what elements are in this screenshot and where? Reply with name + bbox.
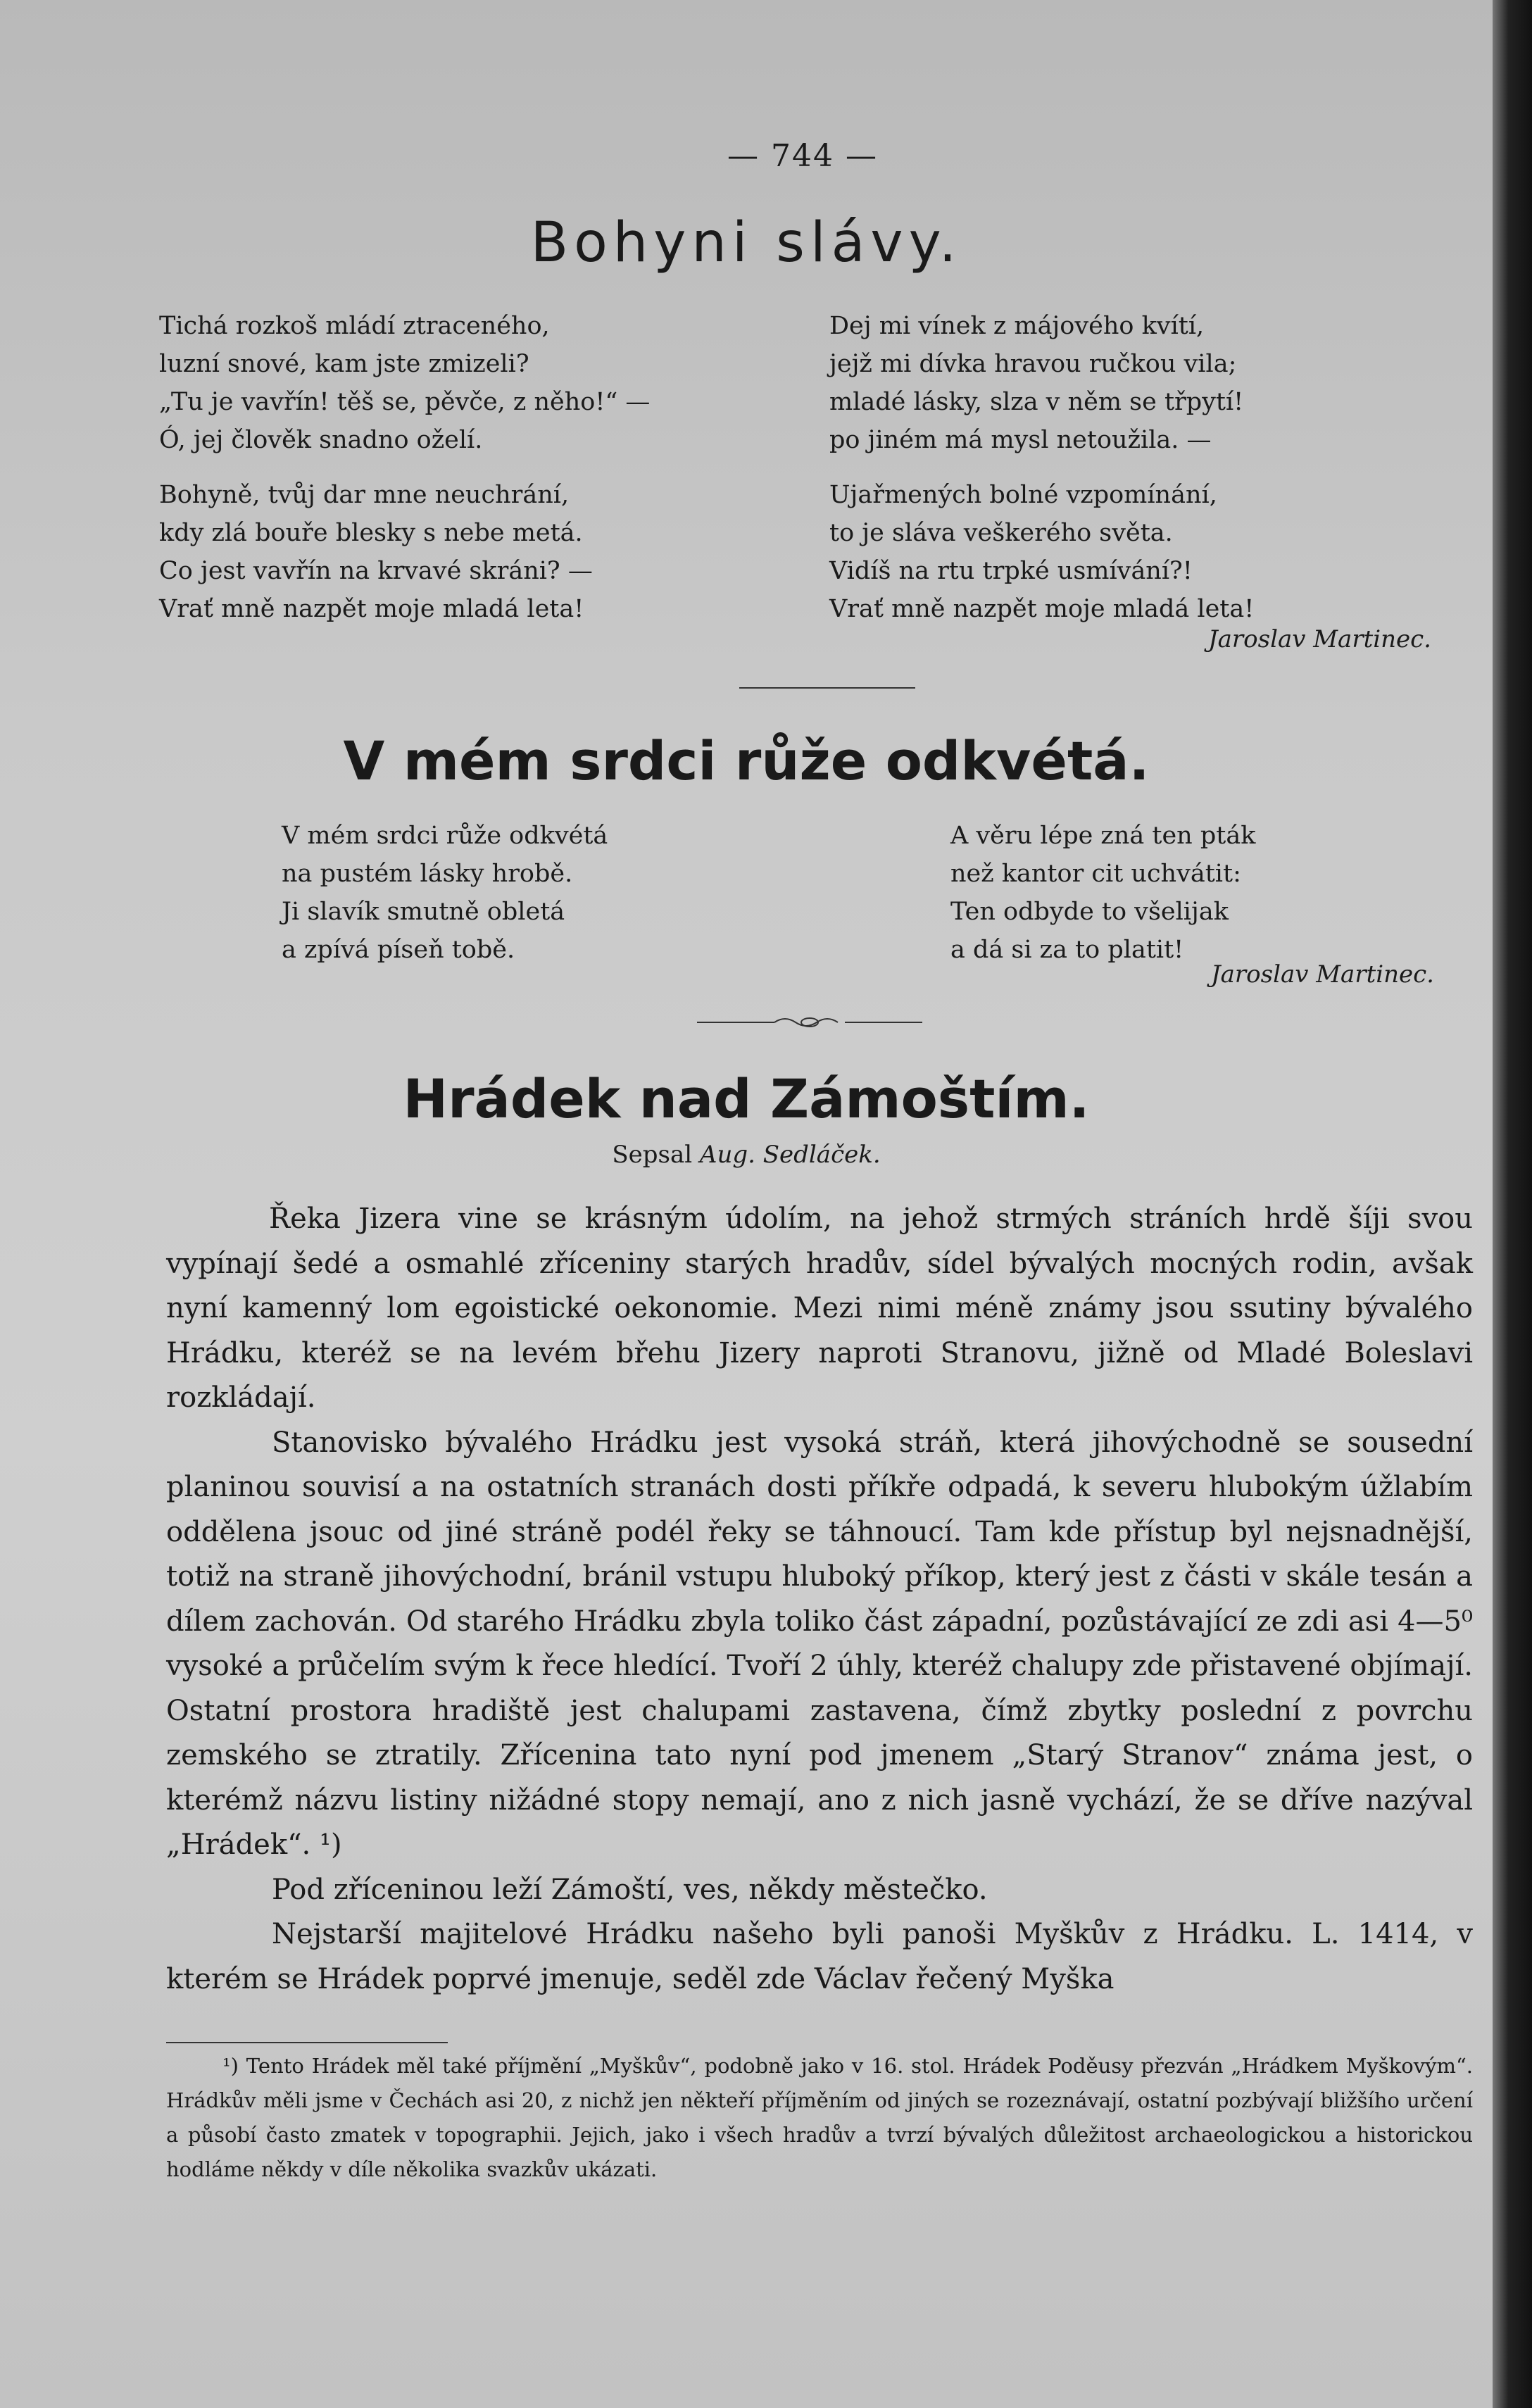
verse-line: jejž mi dívka hravou ručkou vila; <box>829 350 1237 378</box>
verse-line: po jiném má mysl netoužila. — <box>829 426 1212 454</box>
poem2-title: V mém srdci růže odkvétá. <box>343 729 1150 792</box>
verse-line: „Tu je vavřín! těš se, pěvče, z něho!“ — <box>159 388 651 416</box>
poem1-left-stanza-2 <box>159 476 593 628</box>
poem2-right-stanza <box>950 817 1255 969</box>
article-byline <box>0 1141 1493 1169</box>
verse-line: A věru lépe zná ten pták <box>950 822 1256 850</box>
footnote <box>166 2049 1473 2187</box>
byline-prefix: Sepsal <box>612 1141 693 1169</box>
verse-line: a zpívá píseň tobě. <box>282 936 515 964</box>
verse-line: Ujařmených bolné vzpomínání, <box>829 481 1217 509</box>
book-edge <box>1493 0 1532 2408</box>
verse-line: Dej mi vínek z májového kvítí, <box>829 312 1205 340</box>
verse-line: Ten odbyde to všelijak <box>950 898 1229 926</box>
article-title: Hrádek nad Zámoštím. <box>403 1067 1090 1130</box>
poem1-right-stanza-1 <box>829 307 1243 459</box>
verse-line: Vrať mně nazpět moje mladá leta! <box>159 595 584 623</box>
paragraph: Pod zříceninou leží Zámoští, ves, někdy městečko. <box>272 1873 988 1906</box>
paragraph: Stanovisko bývalého Hrádku jest vysoká stráň, která jihovýchodně se sousední planinou souvisí a na ostatních stranách dosti příkře odpadá, k severu hlubokým úžlabím oddělena jsouc od jiné stráně podél řeky se táhnoucí. Tam kde přístup byl nejsnadnější, totiž na straně jihovýchodní, bránil vstupu hluboký příkop, který jest z části v skále tesán a dílem zachován. Od starého Hrádku zbyla toliko část západní, pozůstávající ze zdi asi 4—5⁰ vysoké a průčelím svým k řece hledící. Tvoří 2 úhly, kteréž chalupy zde přistavené objímají. Ostatní prostora hradiště jest chalupami zastavena, čímž zbytky poslední z povrchu zemského se ztratily. Zřícenina tato nyní pod jmenem „Starý Stranov“ známa jest, o kterémž názvu listiny nižádné stopy nemají, ano z nich jasně vychází, že se dříve nazýval „Hrádek“. ¹) <box>166 1426 1473 1861</box>
verse-line: Ó, jej člověk snadno oželí. <box>159 426 483 454</box>
ornament-divider <box>697 1014 922 1031</box>
verse-line: Tichá rozkoš mládí ztraceného, <box>159 312 550 340</box>
verse-line: Vrať mně nazpět moje mladá leta! <box>829 595 1255 623</box>
verse-line: než kantor cit uchvátit: <box>950 860 1241 888</box>
verse-line: to je sláva veškerého světa. <box>829 519 1173 547</box>
verse-line: Ji slavík smutně obletá <box>282 898 565 926</box>
footnote-text: ¹) Tento Hrádek měl také příjmění „Myškův“, podobně jako v 16. stol. Hrádek Poděusy přezván „Hrádkem Myškovým“. Hrádkův měli jsme v Čechách asi 20, z nichž jen někteří příjměním od jiných se rozeznávají, ostatní pozbývají bližšího určení a působí často zmatek v topographii. Jejich, jako i všech hradův a tvrzí bývalých důležitost archaeologickou a historickou hodláme někdy v díle několika svazkův ukázati. <box>166 2054 1473 2181</box>
paragraph: Řeka Jizera vine se krásným údolím, na jehož strmých stráních hrdě šíji svou vypínají šedé a osmahlé zříceniny starých hradův, sídel bývalých mocných rodin, avšak nyní kamenný lom egoistické oekonomie. Mezi nimi méně známy jsou ssutiny bývalého Hrádku, kteréž se na levém břehu Jizery naproti Stranovu, jižně od Mladé Boleslavi rozkládají. <box>166 1203 1473 1414</box>
page-number: — 744 — <box>727 138 878 174</box>
verse-line: luzní snové, kam jste zmizeli? <box>159 350 529 378</box>
verse-line: V mém srdci růže odkvétá <box>282 822 608 850</box>
verse-line: na pustém lásky hrobě. <box>282 860 573 888</box>
verse-line: Vidíš na rtu trpké usmívání?! <box>829 557 1193 585</box>
article-body <box>166 1197 1473 2002</box>
verse-line: mladé lásky, slza v něm se třpytí! <box>829 388 1244 416</box>
verse-line: Co jest vavřín na krvavé skráni? — <box>159 557 593 585</box>
poem2-left-stanza <box>282 817 608 969</box>
poem1-author: Jaroslav Martinec. <box>1208 625 1431 653</box>
verse-line: kdy zlá bouře blesky s nebe metá. <box>159 519 583 547</box>
poem1-title: Bohyni slávy. <box>530 211 962 275</box>
footnote-rule <box>166 2042 448 2043</box>
poem2-author: Jaroslav Martinec. <box>1211 960 1434 989</box>
verse-line: a dá si za to platit! <box>950 936 1184 964</box>
poem1-right-stanza-2 <box>829 476 1254 628</box>
paragraph: Nejstarší majitelové Hrádku našeho byli panoši Myškův z Hrádku. L. 1414, v kterém se Hrádek poprvé jmenuje, seděl zde Václav řečený Myška <box>166 1918 1473 1995</box>
poem1-left-stanza-1 <box>159 307 650 459</box>
byline-author: Aug. Sedláček. <box>699 1141 881 1169</box>
section-divider <box>739 687 915 689</box>
verse-line: Bohyně, tvůj dar mne neuchrání, <box>159 481 570 509</box>
